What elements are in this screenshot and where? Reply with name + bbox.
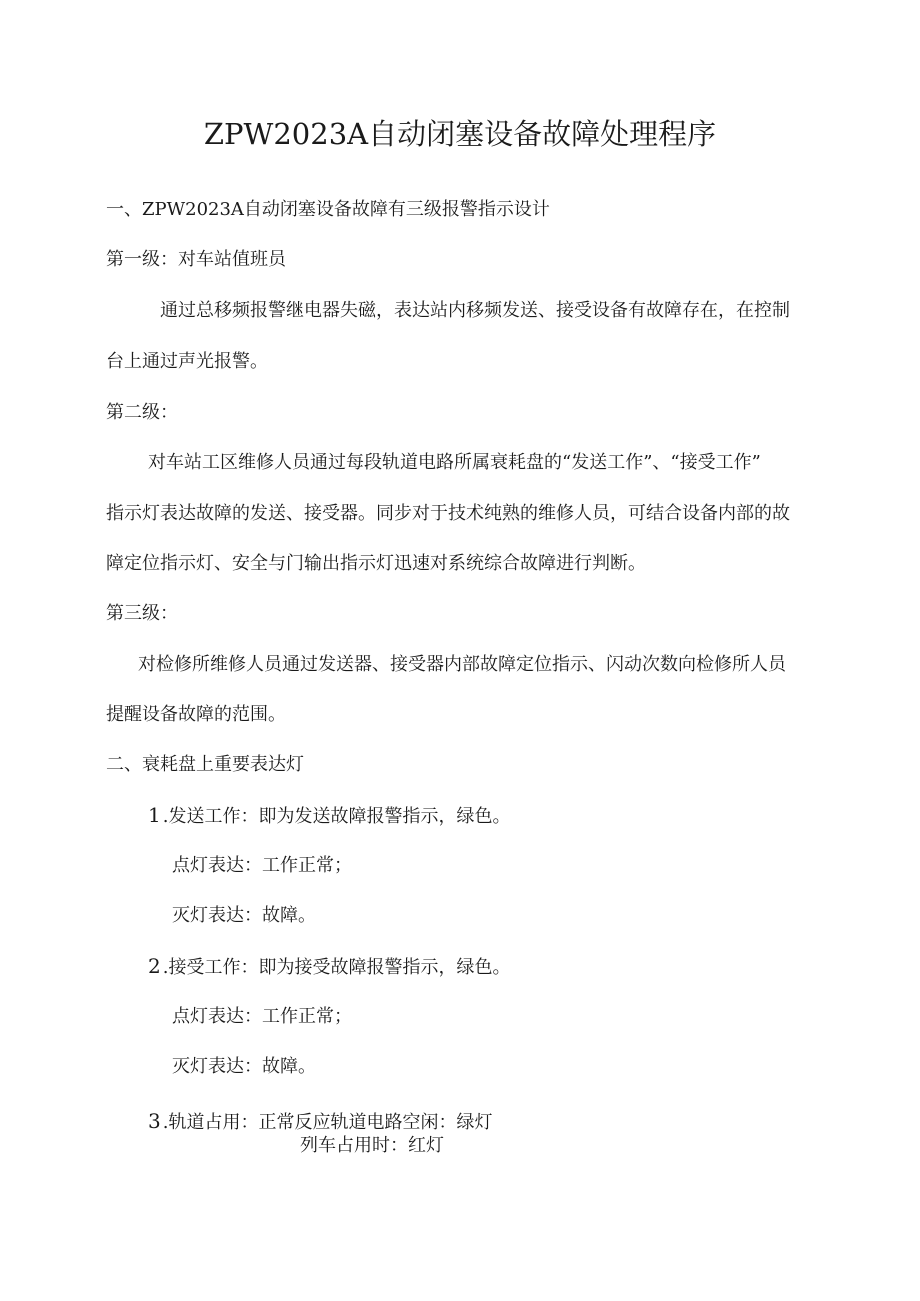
item-off-description: 灭灯表达：故障。	[172, 1056, 316, 1077]
item-text: .发送工作：即为发送故障报警指示，绿色。	[162, 806, 511, 827]
section1-heading: 一、ZPW2023A自动闭塞设备故障有三级报警指示设计	[106, 199, 550, 220]
list-item	[148, 954, 510, 980]
level2-paragraph-line-3: 障定位指示灯、安全与门输出指示灯迅速对系统综合故障进行判断。	[106, 553, 646, 574]
item-number: 3	[148, 1109, 161, 1133]
list-item	[148, 803, 510, 829]
item-sub-description: 列车占用时：红灯	[300, 1135, 444, 1156]
item-text: .轨道占用：正常反应轨道电路空闲：绿灯	[162, 1112, 493, 1133]
item-text: .接受工作：即为接受故障报警指示，绿色。	[162, 957, 511, 978]
level2-paragraph-line-1: 对车站工区维修人员通过每段轨道电路所属衰耗盘的“发送工作”、“接受工作”	[148, 452, 761, 473]
section2-heading: 二、衰耗盘上重要表达灯	[106, 754, 304, 775]
item-off-description: 灭灯表达：故障。	[172, 905, 316, 926]
level3-paragraph-line-2: 提醒设备故障的范围。	[106, 704, 286, 725]
level3-paragraph-line-1: 对检修所维修人员通过发送器、接受器内部故障定位指示、闪动次数向检修所人员	[138, 654, 786, 675]
level2-paragraph-line-2: 指示灯表达故障的发送、接受器。同步对于技术纯熟的维修人员，可结合设备内部的故	[106, 503, 790, 524]
list-item	[148, 1109, 492, 1135]
item-on-description: 点灯表达：工作正常；	[172, 1006, 352, 1027]
level1-label: 第一级：对车站值班员	[106, 249, 286, 270]
item-number: 1	[148, 803, 161, 827]
level3-label: 第三级：	[106, 603, 178, 624]
level1-paragraph-line-2: 台上通过声光报警。	[106, 351, 268, 372]
item-on-description: 点灯表达：工作正常；	[172, 855, 352, 876]
level1-paragraph-line-1: 通过总移频报警继电器失磁，表达站内移频发送、接受设备有故障存在，在控制	[160, 300, 790, 321]
level2-label: 第二级：	[106, 402, 178, 423]
document-title: ZPW2023A自动闭塞设备故障处理程序	[203, 117, 717, 151]
item-number: 2	[148, 954, 161, 978]
